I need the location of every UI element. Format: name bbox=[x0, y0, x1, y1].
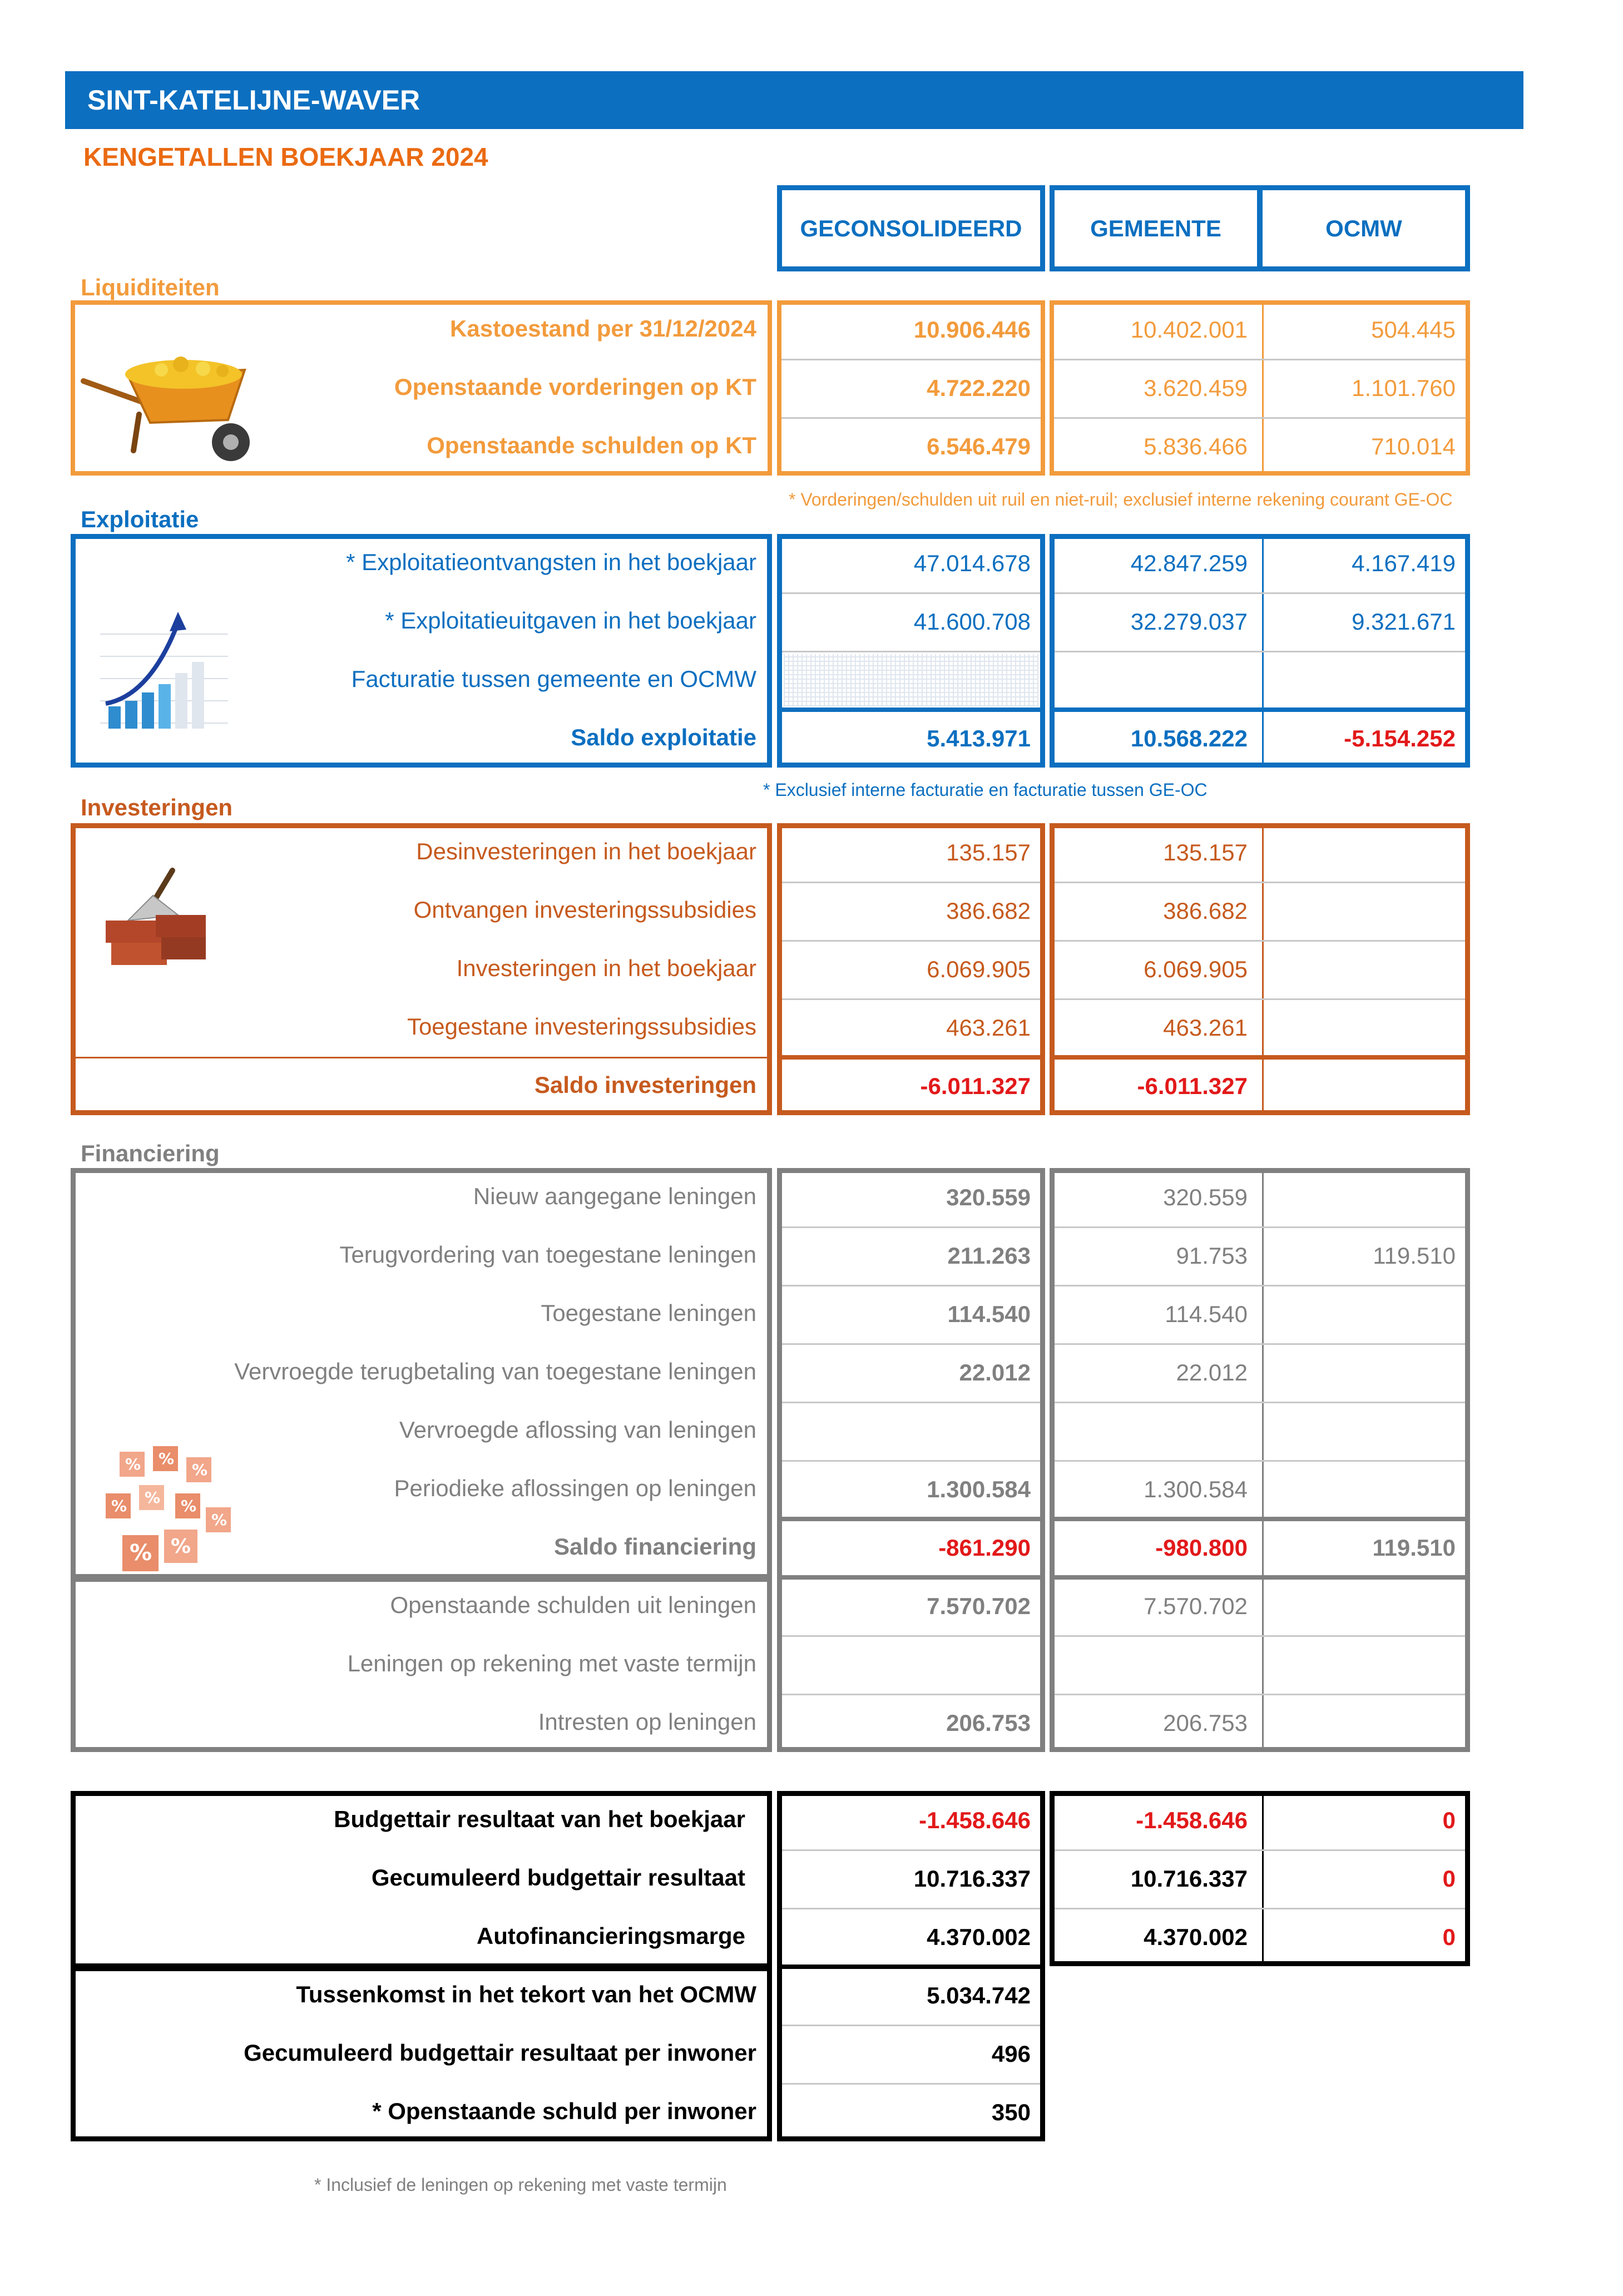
financiering-cell-gemeente: 206.753 bbox=[1163, 1709, 1248, 1736]
municipality-title: SINT-KATELIJNE-WAVER bbox=[65, 71, 1523, 129]
financiering-row-label: Periodieke aflossingen op leningen bbox=[394, 1474, 756, 1501]
financiering-cell-gemeente: 1.300.584 bbox=[1144, 1476, 1248, 1502]
liquiditeiten-cell-ocmw: 1.101.760 bbox=[1352, 374, 1456, 401]
exploitatie-row-label: Facturatie tussen gemeente en OCMW bbox=[351, 665, 756, 692]
investeringen-cell-geconsolideerd: 135.157 bbox=[946, 839, 1031, 865]
financiering-cell-gemeente bbox=[1050, 1635, 1259, 1694]
exploitatie-row-label: Saldo exploitatie bbox=[571, 724, 756, 750]
financiering-cell-geconsolideerd: 206.753 bbox=[946, 1709, 1031, 1736]
svg-text:%: % bbox=[130, 1540, 152, 1566]
resultaat-cell-ocmw: 0 bbox=[1442, 1807, 1456, 1833]
investeringen-cell-geconsolideerd: 6.069.905 bbox=[927, 956, 1031, 982]
liquiditeiten-cell-geconsolideerd: 4.722.220 bbox=[927, 374, 1031, 401]
financiering-cell-ocmw bbox=[1262, 1694, 1467, 1752]
investeringen-row-label: Toegestane investeringssubsidies bbox=[407, 1013, 756, 1040]
investeringen-cell-ocmw bbox=[1262, 998, 1467, 1057]
investeringen-cell-geconsolideerd: 386.682 bbox=[946, 897, 1031, 924]
financiering-row-label: Leningen op rekening met vaste termijn bbox=[347, 1650, 756, 1676]
financiering-cell-geconsolideerd: 211.263 bbox=[947, 1242, 1031, 1269]
resultaat-row-label: Budgettair resultaat van het boekjaar bbox=[334, 1805, 745, 1832]
exploitatie-row-label: * Exploitatieontvangsten in het boekjaar bbox=[346, 548, 756, 575]
financiering-cell-gemeente: -980.800 bbox=[1155, 1534, 1248, 1561]
investeringen-row-label: Desinvesteringen in het boekjaar bbox=[416, 838, 756, 864]
exploitatie-cell-ocmw: 9.321.671 bbox=[1352, 608, 1456, 635]
svg-text:%: % bbox=[211, 1511, 227, 1529]
exploitatie-cell-geconsolideerd: 47.014.678 bbox=[913, 550, 1031, 576]
resultaat-extra-value: 5.034.742 bbox=[927, 1982, 1031, 2008]
exploitatie-cell-geconsolideerd: 41.600.708 bbox=[913, 608, 1031, 635]
financiering-cell-gemeente: 91.753 bbox=[1176, 1242, 1248, 1269]
financiering-cell-geconsolideerd: 1.300.584 bbox=[927, 1476, 1031, 1502]
financiering-cell-geconsolideerd: -861.290 bbox=[938, 1534, 1031, 1561]
facturatie-hatched-cell bbox=[784, 654, 1038, 706]
resultaat-cell-geconsolideerd: 10.716.337 bbox=[913, 1865, 1031, 1892]
exploitatie-row-label: * Exploitatieuitgaven in het boekjaar bbox=[385, 607, 756, 634]
financiering-row-label: Nieuw aangegane leningen bbox=[473, 1182, 756, 1209]
financiering-cell-ocmw bbox=[1262, 1402, 1467, 1460]
exploitatie-cell-gemeente bbox=[1050, 651, 1259, 709]
financiering-cell-geconsolideerd bbox=[777, 1402, 1042, 1460]
svg-text:%: % bbox=[125, 1455, 141, 1473]
investeringen-saldo-divider bbox=[71, 1057, 772, 1058]
svg-text:%: % bbox=[111, 1497, 127, 1515]
resultaat-cell-geconsolideerd: 4.370.002 bbox=[927, 1923, 1031, 1950]
svg-text:%: % bbox=[145, 1488, 161, 1507]
resultaat-row-label: Autofinancieringsmarge bbox=[476, 1922, 745, 1949]
column-header-gemeente: GEMEENTE bbox=[1050, 185, 1262, 271]
financiering-cell-gemeente bbox=[1050, 1402, 1259, 1460]
liquiditeiten-row-label: Openstaande schulden op KT bbox=[427, 432, 756, 458]
financiering-section-label: Financiering bbox=[81, 1140, 220, 1166]
svg-text:%: % bbox=[181, 1497, 197, 1515]
liquiditeiten-row-label: Openstaande vorderingen op KT bbox=[394, 373, 756, 400]
liquiditeiten-row-label: Kastoestand per 31/12/2024 bbox=[450, 315, 756, 342]
exploitatie-footnote: * Exclusief interne facturatie en facturatie tussen GE-OC bbox=[763, 780, 1208, 800]
column-header-ocmw: OCMW bbox=[1258, 185, 1470, 271]
financiering-cell-ocmw bbox=[1262, 1168, 1467, 1226]
growth-chart-icon bbox=[95, 601, 234, 745]
financiering-cell-ocmw bbox=[1262, 1460, 1467, 1518]
page-subtitle: KENGETALLEN BOEKJAAR 2024 bbox=[83, 142, 488, 171]
financiering-row-label: Saldo financiering bbox=[553, 1533, 756, 1560]
investeringen-cell-gemeente: 6.069.905 bbox=[1144, 956, 1248, 982]
liquiditeiten-cell-ocmw: 710.014 bbox=[1371, 433, 1456, 459]
financiering-cell-ocmw bbox=[1262, 1635, 1467, 1694]
financiering-row-label: Toegestane leningen bbox=[541, 1299, 756, 1326]
financiering-row-label: Vervroegde terugbetaling van toegestane leningen bbox=[234, 1358, 756, 1384]
financiering-row-label: Openstaande schulden uit leningen bbox=[390, 1591, 756, 1618]
resultaat-cell-ocmw: 0 bbox=[1442, 1865, 1456, 1892]
resultaat-extra-row-label: Gecumuleerd budgettair resultaat per inwoner bbox=[244, 2039, 756, 2066]
resultaat-row-label: Gecumuleerd budgettair resultaat bbox=[371, 1864, 745, 1891]
financiering-cell-gemeente: 114.540 bbox=[1165, 1300, 1248, 1327]
liquiditeiten-cell-gemeente: 3.620.459 bbox=[1144, 374, 1248, 401]
investeringen-cell-ocmw bbox=[1262, 882, 1467, 940]
investeringen-cell-gemeente: 135.157 bbox=[1163, 839, 1248, 865]
resultaat-cell-gemeente: 10.716.337 bbox=[1130, 1865, 1248, 1892]
financiering-cell-geconsolideerd: 114.540 bbox=[947, 1300, 1031, 1327]
financiering-row-label: Intresten op leningen bbox=[538, 1708, 756, 1735]
investeringen-cell-ocmw bbox=[1262, 940, 1467, 998]
investeringen-row-label: Saldo investeringen bbox=[534, 1071, 756, 1098]
financiering-cell-ocmw bbox=[1262, 1577, 1467, 1635]
resultaat-extra-row-label: Tussenkomst in het tekort van het OCMW bbox=[296, 1981, 756, 2007]
resultaat-cell-geconsolideerd: -1.458.646 bbox=[919, 1807, 1031, 1833]
financiering-row-label: Vervroegde aflossing van leningen bbox=[399, 1416, 756, 1443]
financiering-cell-geconsolideerd: 7.570.702 bbox=[927, 1592, 1031, 1619]
investeringen-cell-gemeente: 463.261 bbox=[1163, 1014, 1248, 1041]
liquiditeiten-cell-gemeente: 10.402.001 bbox=[1130, 316, 1248, 343]
financiering-cell-ocmw bbox=[1262, 1285, 1467, 1343]
investeringen-cell-geconsolideerd: 463.261 bbox=[946, 1014, 1031, 1041]
investeringen-cell-gemeente: -6.011.327 bbox=[1137, 1072, 1248, 1099]
financiering-cell-gemeente: 320.559 bbox=[1163, 1184, 1248, 1210]
liquiditeiten-footnote: * Vorderingen/schulden uit ruil en niet-ruil; exclusief interne rekening courant GE-OC bbox=[789, 489, 1453, 509]
bricks-trowel-icon bbox=[95, 859, 211, 976]
wheelbarrow-gold-icon bbox=[78, 348, 256, 464]
investeringen-row-label: Ontvangen investeringssubsidies bbox=[413, 896, 756, 923]
exploitatie-cell-geconsolideerd: 5.413.971 bbox=[927, 725, 1031, 751]
svg-text:%: % bbox=[171, 1535, 191, 1558]
svg-text:%: % bbox=[192, 1461, 208, 1479]
liquiditeiten-cell-gemeente: 5.836.466 bbox=[1144, 433, 1248, 459]
resultaat-cell-ocmw: 0 bbox=[1442, 1923, 1456, 1950]
financiering-cell-gemeente: 7.570.702 bbox=[1144, 1592, 1248, 1619]
financiering-cell-ocmw bbox=[1262, 1343, 1467, 1402]
exploitatie-cell-gemeente: 10.568.222 bbox=[1130, 725, 1248, 751]
financiering-row-label: Terugvordering van toegestane leningen bbox=[339, 1241, 756, 1268]
svg-text:%: % bbox=[159, 1449, 175, 1468]
investeringen-cell-ocmw bbox=[1262, 1057, 1467, 1115]
investeringen-cell-geconsolideerd: -6.011.327 bbox=[920, 1072, 1031, 1099]
exploitatie-cell-gemeente: 42.847.259 bbox=[1130, 550, 1248, 576]
resultaat-extra-row-label: * Openstaande schuld per inwoner bbox=[372, 2097, 756, 2124]
liquiditeiten-cell-geconsolideerd: 10.906.446 bbox=[913, 316, 1031, 343]
investeringen-cell-ocmw bbox=[1262, 823, 1467, 882]
financiering-cell-geconsolideerd bbox=[777, 1635, 1042, 1694]
financiering-cell-geconsolideerd: 22.012 bbox=[959, 1359, 1031, 1385]
financiering-cell-gemeente: 22.012 bbox=[1176, 1359, 1248, 1385]
exploitatie-cell-ocmw: -5.154.252 bbox=[1344, 725, 1456, 751]
exploitatie-cell-ocmw: 4.167.419 bbox=[1352, 550, 1456, 576]
financiering-cell-geconsolideerd: 320.559 bbox=[946, 1184, 1031, 1210]
investeringen-section-label: Investeringen bbox=[81, 794, 233, 820]
financiering-cell-ocmw: 119.510 bbox=[1372, 1534, 1456, 1561]
exploitatie-cell-gemeente: 32.279.037 bbox=[1130, 608, 1248, 635]
investeringen-cell-gemeente: 386.682 bbox=[1163, 897, 1248, 924]
liquiditeiten-section-label: Liquiditeiten bbox=[81, 274, 220, 300]
resultaat-extra-value: 350 bbox=[991, 2099, 1031, 2125]
resultaat-extra-value: 496 bbox=[991, 2040, 1031, 2067]
financiering-cell-ocmw: 119.510 bbox=[1373, 1242, 1456, 1269]
resultaat-cell-gemeente: -1.458.646 bbox=[1136, 1807, 1248, 1833]
percent-cubes-icon bbox=[103, 1446, 242, 1580]
resultaat-footnote: * Inclusief de leningen op rekening met vaste termijn bbox=[314, 2175, 727, 2195]
exploitatie-section-label: Exploitatie bbox=[81, 506, 199, 532]
exploitatie-cell-ocmw bbox=[1262, 651, 1467, 709]
column-header-geconsolideerd: GECONSOLIDEERD bbox=[777, 185, 1045, 271]
liquiditeiten-cell-geconsolideerd: 6.546.479 bbox=[927, 433, 1031, 459]
investeringen-row-label: Investeringen in het boekjaar bbox=[456, 954, 756, 981]
resultaat-cell-gemeente: 4.370.002 bbox=[1144, 1923, 1248, 1950]
liquiditeiten-cell-ocmw: 504.445 bbox=[1371, 316, 1456, 343]
